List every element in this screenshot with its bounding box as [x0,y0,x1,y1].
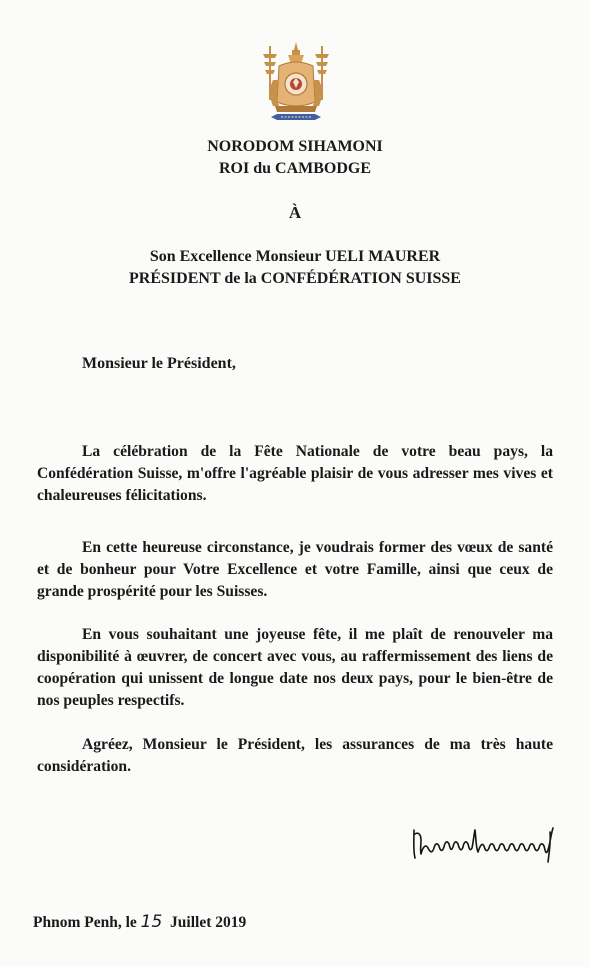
paragraph-closing: Agréez, Monsieur le Président, les assurances de ma très haute considération. [37,736,553,775]
dateline-place: Phnom Penh, le [33,914,137,931]
dateline-month-year: Juillet 2019 [170,914,247,931]
recipient-name: Son Excellence Monsieur UELI MAURER [149,248,441,265]
sender-name: NORODOM SIHAMONI [207,138,383,155]
recipient-title: PRÉSIDENT de la CONFÉDÉRATION SUISSE [129,270,461,287]
dateline-day: 15 [140,912,163,932]
paragraph-congratulations: La célébration de la Fête Nationale de votre beau pays, la Confédération Suisse, m'offre l'agréable plaisir de vous adresser mes vives et chaleureuses félicitations. [37,443,553,504]
sender-title: ROI du CAMBODGE [218,160,372,177]
paragraph-wishes: En cette heureuse circonstance, je voudrais former des vœux de santé et de bonheur pour Votre Excellence et votre Famille, ainsi que ceux de grande prospérité pour les Suisses. [37,539,553,600]
paragraph-cooperation: En vous souhaitant une joyeuse fête, il me plaît de renouveler ma disponibilité à œuvrer, de concert avec vous, au raffermissement des liens de coopération qui unissent de longue date nos deux pays, pour le bien-être de nos peuples respectifs. [37,626,553,709]
dateline [33,912,246,932]
handwritten-signature-icon [408,820,560,866]
salutation: Monsieur le Président, [82,355,236,372]
royal-coat-of-arms-icon [255,40,337,128]
addressee-label: À [288,203,302,222]
